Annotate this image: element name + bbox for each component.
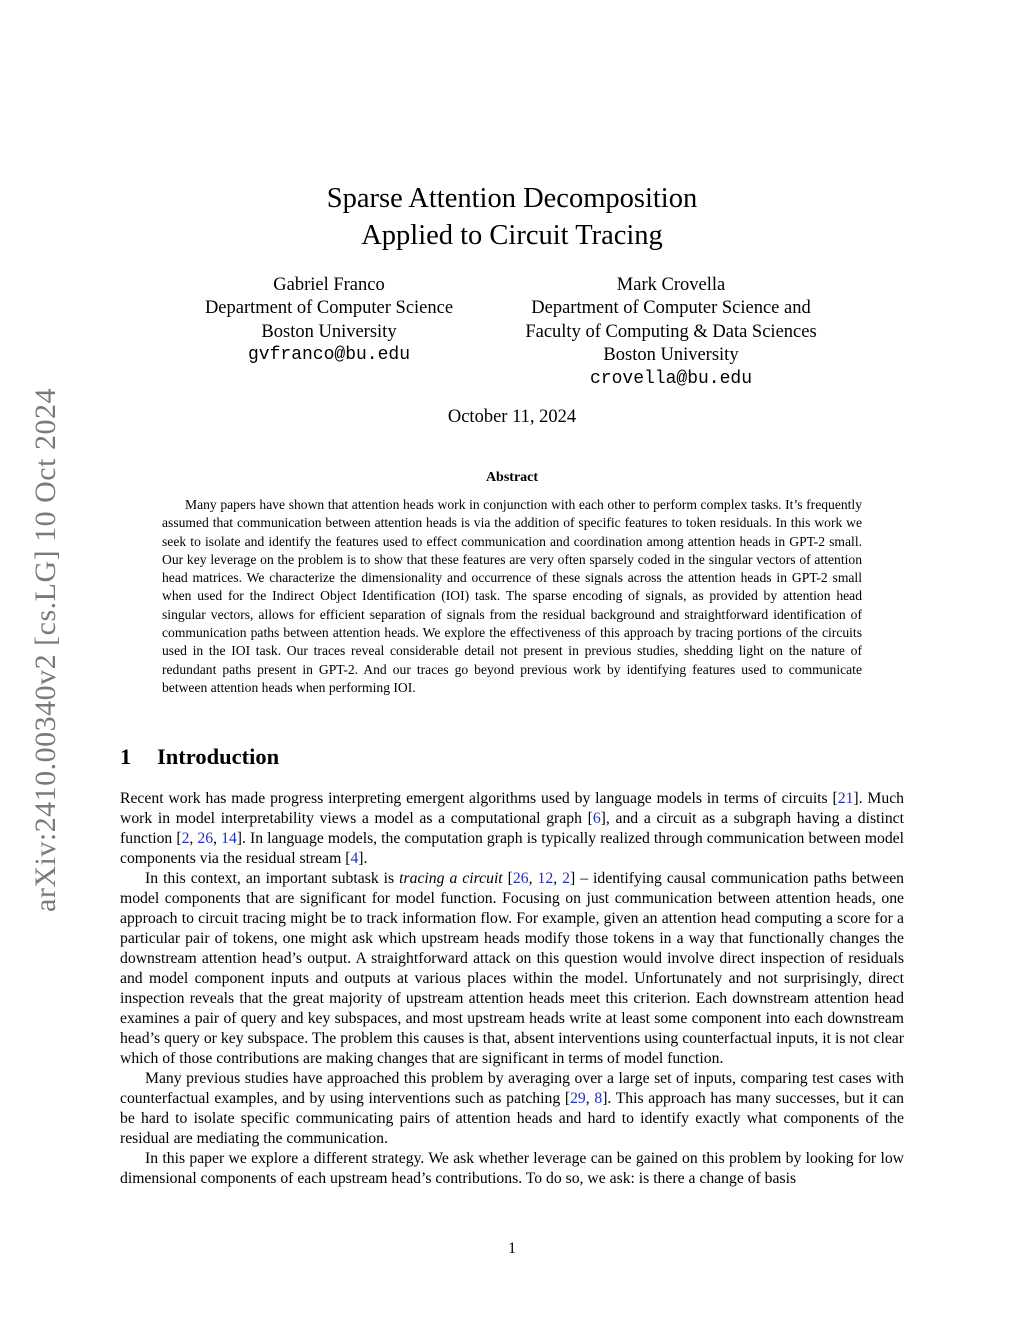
section-title: Introduction: [157, 744, 280, 769]
paragraph-2: In this context, an important subtask is tracing a circuit [26, 12, 2] – identifying causal communication paths between model components that are significant for model function. Focusing on just communication between attention heads, one approach to circuit tracing might be to track information flow. For example, given an attention head computing a score for a particular pair of tokens, one might ask which upstream heads modify those tokens in a way that functionally changes the downstream attention head’s output. A straightforward attack on this question would involve direct inspection of residuals and model component inputs and outputs at various places within the model. Unfortunately and not surprisingly, direct inspection reveals that the great majority of upstream attention heads meet this criterion. Each downstream attention head examines a pair of query and key subspaces, and most upstream heads write at least some component into each downstream head’s query or key subspace. The problem this causes is that, absent interventions using counterfactual inputs, it is not clear which of those contributions are making changes that are significant in terms of model function.: [120, 870, 905, 1067]
citation-link[interactable]: 2: [562, 870, 570, 887]
citation-link[interactable]: 6: [592, 810, 601, 827]
author-affiliation: Faculty of Computing & Data Sciences: [525, 321, 817, 342]
paper-title-line1: Sparse Attention Decomposition: [326, 183, 698, 214]
citation-link[interactable]: 8: [594, 1090, 603, 1107]
citation-link[interactable]: 2: [181, 830, 190, 847]
citation-link[interactable]: 14: [221, 830, 237, 847]
arxiv-sidebar-stamp: [24, 360, 68, 940]
section-heading-introduction: [120, 744, 279, 770]
citation-link[interactable]: 21: [837, 790, 854, 807]
paper-title-line2: Applied to Circuit Tracing: [361, 220, 663, 251]
author-block-1: [179, 274, 479, 368]
section-number: 1: [120, 744, 132, 769]
author-block-2: [501, 274, 841, 391]
citation-link[interactable]: 12: [537, 870, 554, 887]
paragraph-4: In this paper we explore a different strategy. We ask whether leverage can be gained on this problem by looking for low dimensional components of each upstream head’s contributions. To do so, we ask: is there a change of basis: [120, 1150, 904, 1187]
publication-date: October 11, 2024: [447, 407, 577, 427]
citation-link[interactable]: 26: [197, 830, 214, 847]
arxiv-id: arXiv:2410.00340v2 [cs.LG] 10 Oct 2024: [29, 388, 62, 912]
citation-link[interactable]: 29: [570, 1090, 586, 1107]
citation-link[interactable]: 4: [350, 850, 359, 867]
author-email[interactable]: gvfranco@bu.edu: [247, 345, 411, 366]
abstract-heading: Abstract: [485, 470, 539, 485]
author-affiliation: Department of Computer Science: [204, 298, 454, 319]
author-affiliation: Department of Computer Science and: [531, 298, 811, 319]
emphasis-term: tracing a circuit: [399, 870, 503, 887]
author-email[interactable]: crovella@bu.edu: [589, 368, 753, 389]
author-name: Mark Crovella: [616, 275, 726, 295]
paragraph-3: Many previous studies have approached this problem by averaging over a large set of inputs, comparing test cases with counterfactual examples, and by using interventions such as patching [29, 8]. This approach has many successes, but it can be hard to isolate specific communicating pairs of attention heads and hard to identify exactly what components of the residual are mediating the communication.: [120, 1070, 904, 1147]
citation-link[interactable]: 26: [512, 870, 529, 887]
author-affiliation: Boston University: [603, 345, 739, 366]
author-name: Gabriel Franco: [273, 275, 385, 295]
introduction-body: [120, 789, 904, 1189]
abstract-text: Many papers have shown that attention heads work in conjunction with each other to perform complex tasks. It’s frequently assumed that communication between attention heads is via the addition of specific features to token residuals. In this work we seek to isolate and identify the features used to effect communication and coordination among attention heads in GPT-2 small. Our key leverage on the problem is to show that these features are very often sparsely coded in the singular vectors of attention head matrices. We characterize the dimensionality and occurrence of these signals across the attention heads in GPT-2 small when used for the Indirect Object Identification (IOI) task. The sparse encoding of signals, as provided by attention head singular vectors, allows for efficient separation of signals from the residual background and straightforward identification of communication paths between attention heads. We explore the effectiveness of this approach by tracing portions of the circuits used in the IOI task. Our traces reveal considerable detail not present in previous studies, shedding light on the nature of redundant paths present in GPT-2. And our traces go beyond previous work by identifying features used to communicate between attention heads when performing IOI.: [162, 497, 862, 695]
paragraph-1: Recent work has made progress interpreting emergent algorithms used by language models in terms of circuits [21]. Much work in model interpretability views a model as a computational graph [6], and a circuit as a subgraph having a distinct function [2, 26, 14]. In language models, the computation graph is typically realized through communication between model components via the residual stream [4].: [120, 790, 905, 867]
author-affiliation: Boston University: [261, 321, 397, 342]
page-number: 1: [508, 1240, 516, 1257]
